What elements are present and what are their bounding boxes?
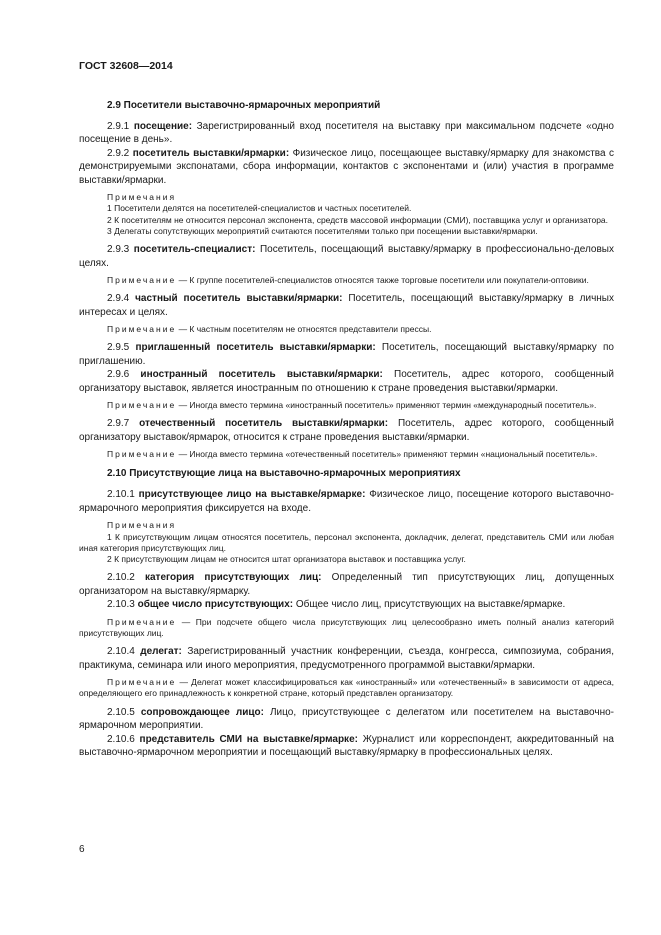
notes-2-9-2	[79, 192, 614, 237]
term-2-9-5: 2.9.5 приглашенный посетитель выставки/ярмарки: Посетитель, посещающий выставку/ярмарку по приглашению.	[79, 342, 614, 367]
note-item: 3 Делегаты сопутствующих мероприятий считаются посетителями только при посещении выставки/ярмарки.	[107, 225, 538, 236]
term-2-10-2: 2.10.2 категория присутствующих лиц: Определенный тип присутствующих лиц, допущенных организатором на выставку/ярмарку.	[79, 572, 614, 597]
term-2-10-5: 2.10.5 сопровождающее лицо: Лицо, присутствующее с делегатом или посетителем на выставочно-ярмарочном мероприятии.	[79, 706, 614, 732]
note-2-9-6: Примечание — Иногда вместо термина «иностранный посетитель» применяют термин «международный посетитель».	[107, 400, 597, 411]
section-2-9-title: 2.9 Посетители выставочно-ярмарочных мероприятий	[107, 100, 381, 111]
term-2-9-4: 2.9.4 частный посетитель выставки/ярмарки: Посетитель, посещающий выставку/ярмарку в личных интересах и целях.	[79, 293, 614, 318]
notes-2-10-1	[79, 520, 614, 565]
section-2-10-title: 2.10 Присутствующие лица на выставочно-ярмарочных мероприятиях	[107, 468, 461, 480]
notes-heading: Примечания	[107, 192, 177, 203]
document-header: ГОСТ 32608—2014	[79, 60, 173, 72]
term-2-9-3: 2.9.3 посетитель-специалист: Посетитель, посещающий выставку/ярмарку в профессионально-деловых целях.	[79, 244, 614, 269]
note-item: 2 К посетителям не относится персонал экспонента, средств массовой информации (СМИ), поставщика услуг и организатора.	[107, 214, 609, 225]
term-2-10-6: 2.10.6 представитель СМИ на выставке/ярмарке: Журналист или корреспондент, аккредитованный на выставочно-ярмарочном мероприятии и посещающий выставку/ярмарку в профессиональных целях.	[79, 733, 614, 758]
term-2-9-7: 2.9.7 отечественный посетитель выставки/ярмарки: Посетитель, адрес которого, сообщенный организатору выставок/ярмарок, относится к стране проведения выставки/ярмарки.	[79, 418, 614, 443]
note-item: 1 К присутствующим лицам относятся посетитель, персонал экспонента, докладчик, делегат, представитель СМИ или любая иная категория присутствующих лиц.	[79, 531, 614, 553]
notes-heading: Примечания	[107, 520, 177, 531]
term-2-9-2: 2.9.2 посетитель выставки/ярмарки: Физическое лицо, посещающее выставку/ярмарку для знакомства с демонстрируемыми экспонатами, сбора информации, контактов с экспонентами и (или) участия в программе выставки/ярмарки.	[79, 147, 614, 186]
note-2-9-7: Примечание — Иногда вместо термина «отечественный посетитель» применяют термин «национальный посетитель».	[107, 449, 598, 460]
note-2-9-4: Примечание — К частным посетителям не относятся представители прессы.	[107, 324, 432, 335]
document-page	[79, 60, 614, 759]
term-2-10-4: 2.10.4 делегат: Зарегистрированный участник конференции, съезда, конгресса, симпозиума, собрания, практикума, семинара или иного мероприятия, предусмотренного программой выставки/ярмарки.	[79, 646, 614, 671]
term-2-10-1: 2.10.1 присутствующее лицо на выставке/ярмарке: Физическое лицо, посещение которого выставочно-ярмарочного мероприятия фиксируется на входе.	[79, 489, 614, 514]
page-number: 6	[79, 844, 85, 855]
term-2-9-1: 2.9.1 посещение: Зарегистрированный вход посетителя на выставку при максимальном подсчете «одно посещение в день».	[79, 121, 614, 146]
term-2-9-6: 2.9.6 иностранный посетитель выставки/ярмарки: Посетитель, адрес которого, сообщенный организатору выставок, является иностранным по отношению к стране проведения выставки/ярмарки.	[79, 369, 614, 394]
note-item: 1 Посетители делятся на посетителей-специалистов и частных посетителей.	[107, 203, 412, 214]
note-2-10-4: Примечание — Делегат может классифицироваться как «иностранный» или «отечественный» в зависимости от адреса, определяющего его принадлежность к конкретной стране, который представлен организатору.	[79, 677, 614, 699]
note-2-9-3: Примечание — К группе посетителей-специалистов относятся также торговые посетители или покупатели-оптовики.	[107, 275, 589, 286]
term-2-10-3: 2.10.3 общее число присутствующих: Общее число лиц, присутствующих на выставке/ярмарке.	[107, 599, 566, 611]
note-2-10-3: Примечание — При подсчете общего числа присутствующих лиц целесообразно иметь полный анализ категорий присутствующих лиц.	[79, 616, 614, 638]
note-item: 2 К присутствующим лицам не относится штат организатора выставок и поставщика услуг.	[107, 554, 466, 565]
